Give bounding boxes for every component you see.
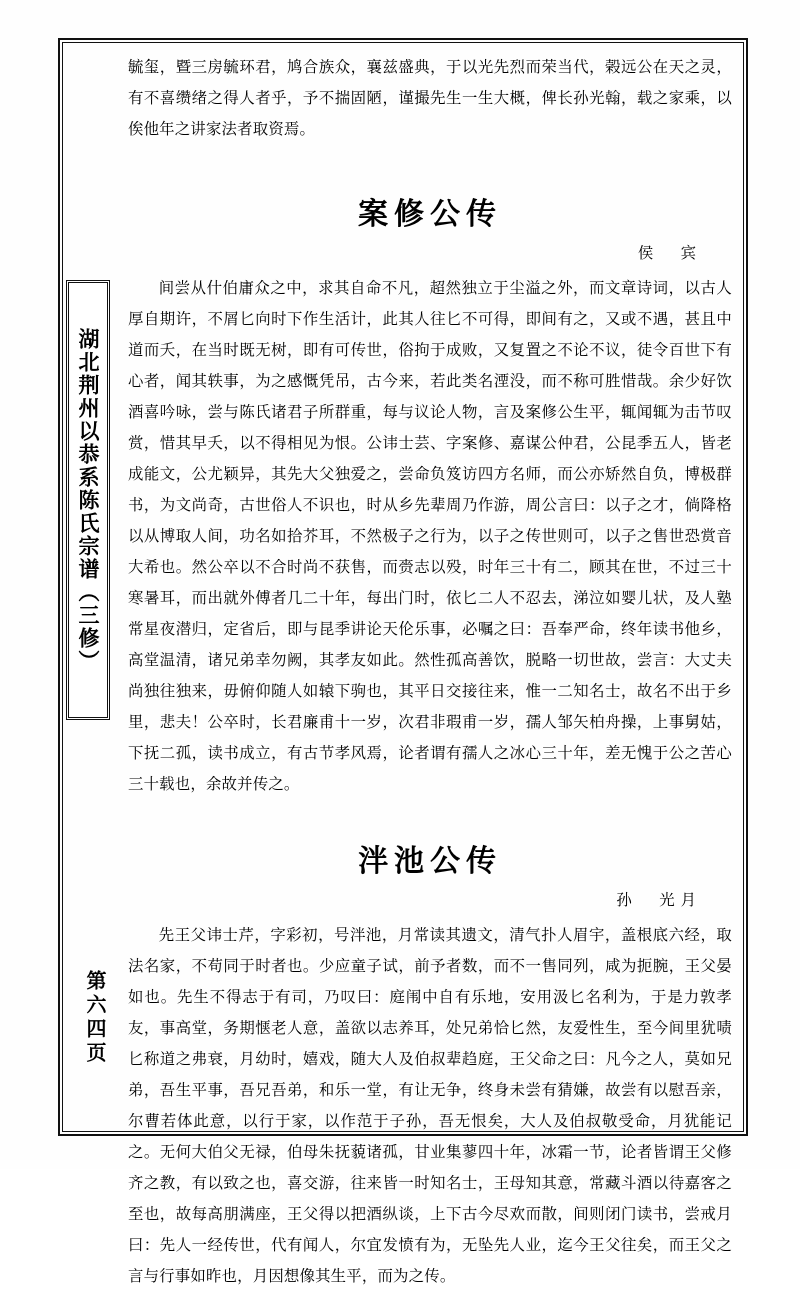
section-title-2: 泮池公传 [358,844,502,879]
spacer [128,800,732,810]
page-content [128,52,732,1285]
section-byline-2: 孙 光月 [616,891,702,909]
section-body-2: 先王父讳士芹，字彩初，号泮池，月常读其遗文，清气扑人眉宇，盖根底六经，取法名家，不苟同于时者也。少应童子试，前予者数，而不一售同列，咸为扼腕，王父晏如也。先生不得志于有司，乃叹曰：庭闱中自有乐地，安用汲匕名利为，于是力敦孝友，事高堂，务期惬老人意，盖欲以志养耳，处兄弟恰匕然，友爱性生，至今间里犹啧匕称道之弗衰，月幼时，嬉戏，随大人及伯叔辈趋庭，王父命之曰：凡今之人，莫如兄弟，吾生平事，吾兄吾弟，和乐一堂，有让无争，终身未尝有猜嫌，故尝有以慰吾亲，尔曹若体此意，以行于家，以作范于子孙，吾无恨矣，大人及伯叔敬受命，月犹能记之。无何大伯父无禄，伯母朱抚藐诸孤，甘业集蓼四十年，冰霜一节，论者皆谓王父修齐之教，有以致之也，喜交游，往来皆一时知名士，王母知其意，常藏斗酒以待嘉客之至也，故每高朋满座，王父得以把酒纵谈，上下古今尽欢而散，间则闭门读书，尝戒月曰：先人一经传世，代有闻人，尔宜发愤有为，无坠先人业，迄今王父往矣，而王父之言与行事如昨也，月因想像其生平，而为之传。 [128,926,732,1285]
section-body-1: 间尝从什伯庸众之中，求其自命不凡，超然独立于尘溢之外，而文章诗词，以古人厚自期许，不屑匕向时下作生活计，此其人往匕不可得，即间有之，又或不遇，甚且中道而夭，在当时既无树，即有可传世，俗拘于成败，又复置之不论不议，徒令百世下有心者，闻其轶事，为之感慨凭吊，古今来，若此类名湮没，而不称可胜惜哉。余少好饮酒喜吟咏，尝与陈氏诸君子所群重，每与议论人物，言及案修公生平，辄闻辄为击节叹赏，惜其早夭，以不得相见为恨。公讳士芸、字案修、嘉谋公仲君，公昆季五人，皆老成能文，公尤颖异，其先大父独爱之，尝命负笈访四方名师，而公亦矫然自负，博极群书，为文尚奇，古世俗人不识也，时从乡先辈周乃作游，周公言曰：以子之才，倘降格以从博取人间，功名如拾芥耳，不然极子之行为，以子之传世则可，以子之售世恐赏音大希也。然公卒以不合时尚不获售，而赍志以殁，时年三十有二，顾其在世，不过三十寒暑耳，而出就外傅者几二十年，每出门时，依匕二人不忍去，涕泣如婴儿状，及人塾常星夜潜归，定省后，即与昆季讲论天伦乐事，必嘱之曰：吾奉严命，终年读书他乡，高堂温清，诸兄弟幸勿阙，其孝友如此。然性孤高善饮，脱略一切世故，尝言：大丈夫尚独往独来，毋俯仰随人如辕下驹也，其平日交接往来，惟一二知名士，故名不出于乡里，悲夫！公卒时，长君廉甫十一岁，次君非瑕甫一岁，孺人邹矢柏舟操，上事舅姑，下抚二孤，读书成立，有古节孝风焉，论者谓有孺人之冰心三十年，差无愧于公之苦心三十载也，余故并传之。 [128,279,732,793]
book-title: 湖北荆州以恭系陈氏宗谱（三修） [76,327,102,673]
spacer [128,145,732,163]
spine-column [60,40,116,1134]
continuation-paragraph: 毓玺，暨三房毓环君，鸠合族众，襄兹盛典，于以光先烈而荣当代，榖远公在天之灵，有不喜缵绪之得人者乎，予不揣固陋，谨撮先生一生大概，俾长孙光翰，载之家乘，以俟他年之讲家法者取资焉。 [128,58,732,138]
section-byline-1: 侯 宾 [637,244,702,262]
section-title-1: 案修公传 [358,197,502,232]
page-number: 第六四页 [83,970,107,1066]
spine-title-box [66,280,110,720]
